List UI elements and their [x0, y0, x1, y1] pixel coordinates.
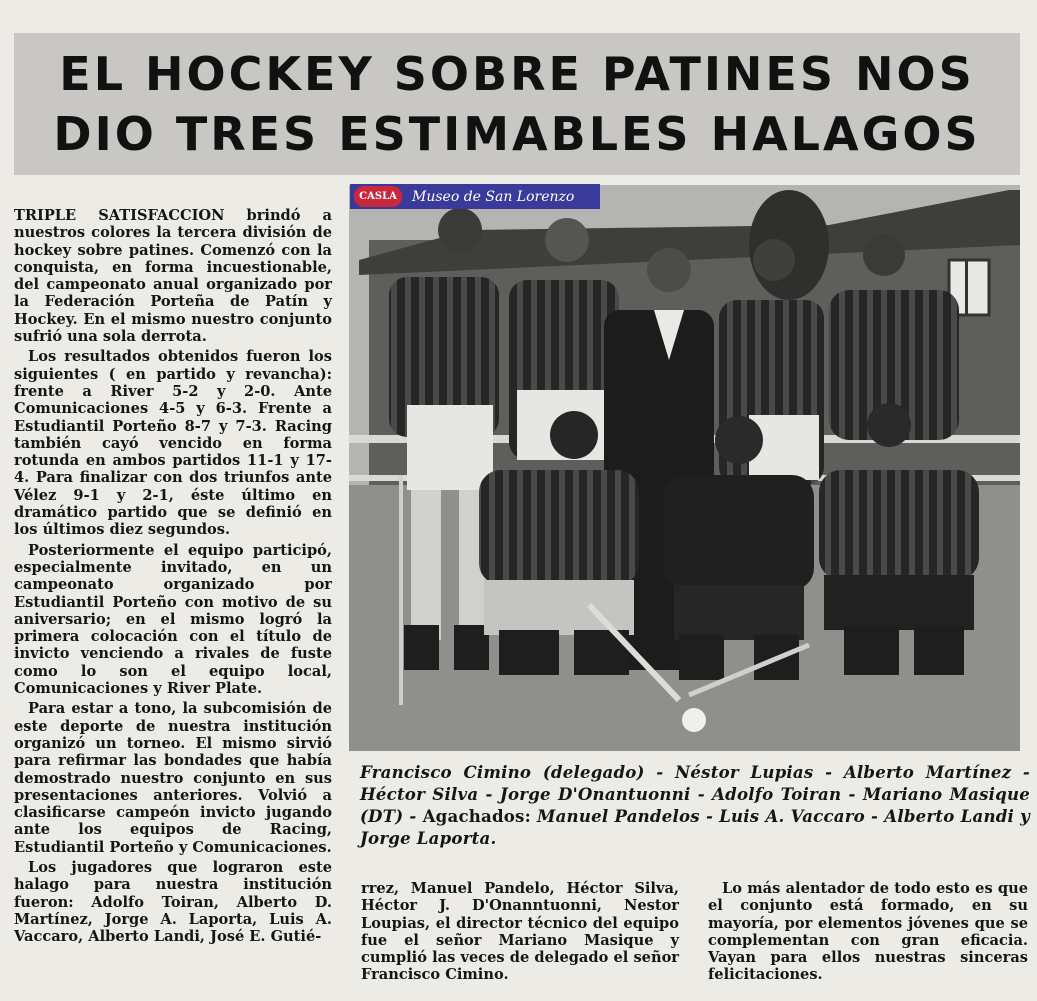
article-paragraph: Los resultados obtenidos fueron los siguientes ( en partido y revancha): frente a River 5-2 y 2-0. Ante Comunicaciones 4-5 y 6-3. Frente a Estudiantil Porteño 8-7 y 7-3. Racing también cayó vencido en forma rotunda en ambos partidos 11-1 y 17-4. Para finalizar con dos triunfos ante Vélez 9-1 y 2-1, éste último en dramático partido que se definió en los últimos diez segundos.: [14, 348, 332, 539]
club-logo-icon: CASLA: [354, 186, 402, 207]
headline-line-1: EL HOCKEY SOBRE PATINES NOS: [59, 47, 975, 101]
article-paragraph: TRIPLE SATISFACCION brindó a nuestros colores la tercera división de hockey sobre patines. Comenzó con la conquista, en forma incuestionable, del campeonato anual organizado por la Federación Porteña de Patín y Hockey. En el mismo nuestro conjunto sufrió una sola derrota.: [14, 207, 332, 346]
lead-in: TRIPLE SATISFACCION: [14, 207, 225, 224]
watermark-text: Museo de San Lorenzo: [412, 188, 575, 205]
caption-agachados: Agachados:: [422, 806, 531, 826]
team-photo: [349, 185, 1020, 751]
article-paragraph: Posteriormente el equipo participó, especialmente invitado, en un campeonato organizado por Estudiantil Porteño con motivo de su aniversario; en el mismo logró la primera colocación con el título de invicto venciendo a rivales de fuste como lo son el equipo local, Comunicaciones y River Plate.: [14, 541, 332, 698]
article-right-column: [708, 880, 1028, 987]
photo-caption: Francisco Cimino (delegado) - Néstor Lupias - Alberto Martínez - Héctor Silva - Jorge D'Onantuonni - Adolfo Toiran - Mariano Masique (DT) - Agachados: Manuel Pandelos - Luis A. Vaccaro - Alberto Landi y Jorge Laporta.: [360, 762, 1030, 848]
article-paragraph: Para estar a tono, la subcomisión de este deporte de nuestra institución organizó un torneo. El mismo sirvió para refirmar las bondades que había demostrado nuestro conjunto en sus presentaciones anteriores. Volvió a clasificarse campeón invicto jugando ante los equipos de Racing, Estudiantil Porteño y Comunicaciones.: [14, 700, 332, 856]
museum-watermark: [350, 184, 600, 209]
article-middle-column: [361, 880, 679, 987]
article-paragraph: Los jugadores que lograron este halago para nuestra institución fueron: Adolfo Toiran, Alberto D. Martínez, Jorge A. Laporta, Luis A. Vaccaro, Alberto Landi, José E. Gutié-: [14, 858, 332, 946]
headline-banner: [14, 33, 1020, 175]
article-paragraph: Lo más alentador de todo esto es que el conjunto está formado, en su mayoría, por elementos jóvenes que se complementan con gran eficacia. Vayan para ellos nuestras sinceras felicitaciones.: [708, 880, 1028, 984]
article-paragraph: rrez, Manuel Pandelo, Héctor Silva, Héctor J. D'Onanntuonni, Nestor Loupias, el director técnico del equipo fue el señor Mariano Masique y cumplió las veces de delegado el señor Francisco Cimino.: [361, 880, 679, 984]
article-left-column: [14, 207, 332, 948]
headline-line-2: DIO TRES ESTIMABLES HALAGOS: [53, 107, 981, 161]
